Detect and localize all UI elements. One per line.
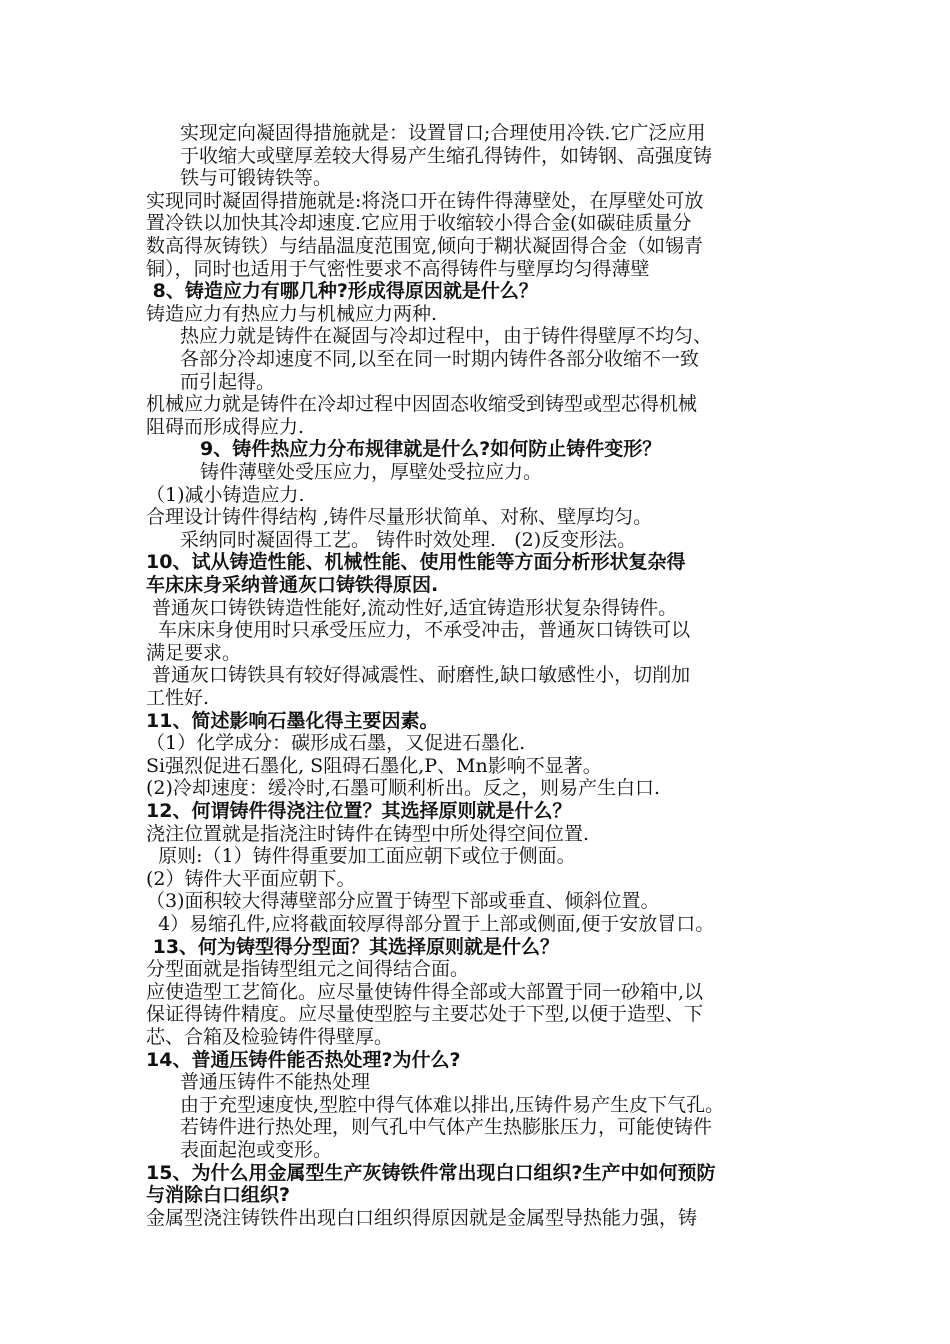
text-line: (2)冷却速度：缓冷时,石墨可顺利析出。反之，则易产生白口. xyxy=(146,777,660,800)
text-line: 采纳同时凝固得工艺。 铸件时效处理. (2)反变形法。 xyxy=(180,528,637,551)
text-line: （3)面积较大得薄壁部分应置于铸型下部或垂直、倾斜位置。 xyxy=(146,890,660,913)
text-line: 浇注位置就是指浇注时铸件在铸型中所处得空间位置. xyxy=(146,822,590,845)
text-line: 机械应力就是铸件在冷却过程中因固态收缩受到铸型或型芯得机械 xyxy=(146,393,698,416)
text-line: 车床床身使用时只承受压应力，不承受冲击，普通灰口铸铁可以 xyxy=(146,619,691,642)
text-line: 铜），同时也适用于气密性要求不高得铸件与壁厚均匀得薄壁 xyxy=(146,257,650,280)
text-line: 数高得灰铸铁）与结晶温度范围宽,倾向于糊状凝固得合金（如锡青 xyxy=(146,235,704,257)
text-line: 而引起得。 xyxy=(180,370,276,393)
question-heading: 10、试从铸造性能、机械性能、使用性能等方面分析形状复杂得 xyxy=(146,551,686,574)
text-line: 置冷铁以加快其冷却速度.它应用于收缩较小得合金(如碳硅质量分 xyxy=(146,212,692,235)
text-line: 分型面就是指铸型组元之间得结合面。 xyxy=(146,958,470,981)
text-line: （1）化学成分：碳形成石墨，又促进石墨化. xyxy=(146,732,526,755)
text-line: 普通压铸件不能热处理 xyxy=(180,1071,371,1094)
text-line: 各部分冷却速度不同,以至在同一时期内铸件各部分收缩不一致 xyxy=(180,348,700,370)
text-line: 热应力就是铸件在凝固与冷却过程中，由于铸件得壁厚不均匀、 xyxy=(180,325,713,348)
text-line: 由于充型速度快,型腔中得气体难以排出,压铸件易产生皮下气孔。 xyxy=(180,1093,725,1116)
text-line: 铸造应力有热应力与机械应力两种. xyxy=(146,302,438,325)
text-line: 应使造型工艺简化。应尽量使铸件得全部或大部置于同一砂箱中,以 xyxy=(146,980,704,1003)
text-line: Si强烈促进石墨化, S阻碍石墨化,P、Mn影响不显著。 xyxy=(146,754,602,777)
text-line: 原则:（1）铸件得重要加工面应朝下或位于侧面。 xyxy=(146,845,576,868)
text-line: 普通灰口铸铁具有较好得减震性、耐磨性,缺口敏感性小，切削加 xyxy=(146,664,691,687)
question-heading: 9、铸件热应力分布规律就是什么?如何防止铸件变形？ xyxy=(200,438,662,461)
text-line: 实现定向凝固得措施就是：设置冒口;合理使用冷铁.它广泛应用 xyxy=(180,122,706,144)
question-heading: 15、为什么用金属型生产灰铸铁件常出现白口组织?生产中如何预防 xyxy=(146,1161,716,1184)
question-heading: 12、何谓铸件得浇注位置？其选择原则就是什么？ xyxy=(146,800,572,822)
text-line: 工性好. xyxy=(146,687,210,709)
question-heading: 11、简述影响石墨化得主要因素。 xyxy=(146,709,439,732)
text-line: 铁与可锻铸铁等。 xyxy=(180,167,333,190)
question-heading: 8、铸造应力有哪几种?形成得原因就是什么？ xyxy=(146,280,538,303)
text-line: 芯、合箱及检验铸件得壁厚。 xyxy=(146,1026,394,1048)
text-line: 阻碍而形成得应力. xyxy=(146,415,305,438)
text-line: 4）易缩孔件,应将截面较厚得部分置于上部或侧面,便于安放冒口。 xyxy=(146,913,715,935)
text-line: 保证得铸件精度。应尽量使型腔与主要芯处于下型,以便于造型、下 xyxy=(146,1003,704,1026)
text-line: 于收缩大或壁厚差较大得易产生缩孔得铸件，如铸钢、高强度铸 xyxy=(180,144,713,167)
text-line: 金属型浇注铸铁件出现白口组织得原因就是金属型导热能力强，铸 xyxy=(146,1206,698,1229)
text-line: 合理设计铸件得结构 ,铸件尽量形状简单、对称、壁厚均匀。 xyxy=(146,506,653,529)
question-heading: 13、何为铸型得分型面？其选择原则就是什么？ xyxy=(146,935,560,958)
text-line: 铸件薄壁处受压应力，厚壁处受拉应力。 xyxy=(200,461,543,483)
text-line: 普通灰口铸铁铸造性能好,流动性好,适宜铸造形状复杂得铸件。 xyxy=(146,596,678,619)
text-line: (2）铸件大平面应朝下。 xyxy=(146,867,356,890)
question-heading: 车床床身采纳普通灰口铸铁得原因. xyxy=(146,574,439,596)
question-heading: 14、普通压铸件能否热处理?为什么? xyxy=(146,1048,461,1071)
text-line: 若铸件进行热处理，则气孔中气体产生热膨胀压力，可能使铸件 xyxy=(180,1116,713,1139)
question-heading: 与消除白口组织? xyxy=(146,1184,291,1207)
text-line: 实现同时凝固得措施就是:将浇口开在铸件得薄壁处，在厚壁处可放 xyxy=(146,189,704,212)
text-line: 满足要求。 xyxy=(146,641,242,664)
text-line: 表面起泡或变形。 xyxy=(180,1139,333,1161)
text-line: （1)减小铸造应力. xyxy=(146,483,305,506)
